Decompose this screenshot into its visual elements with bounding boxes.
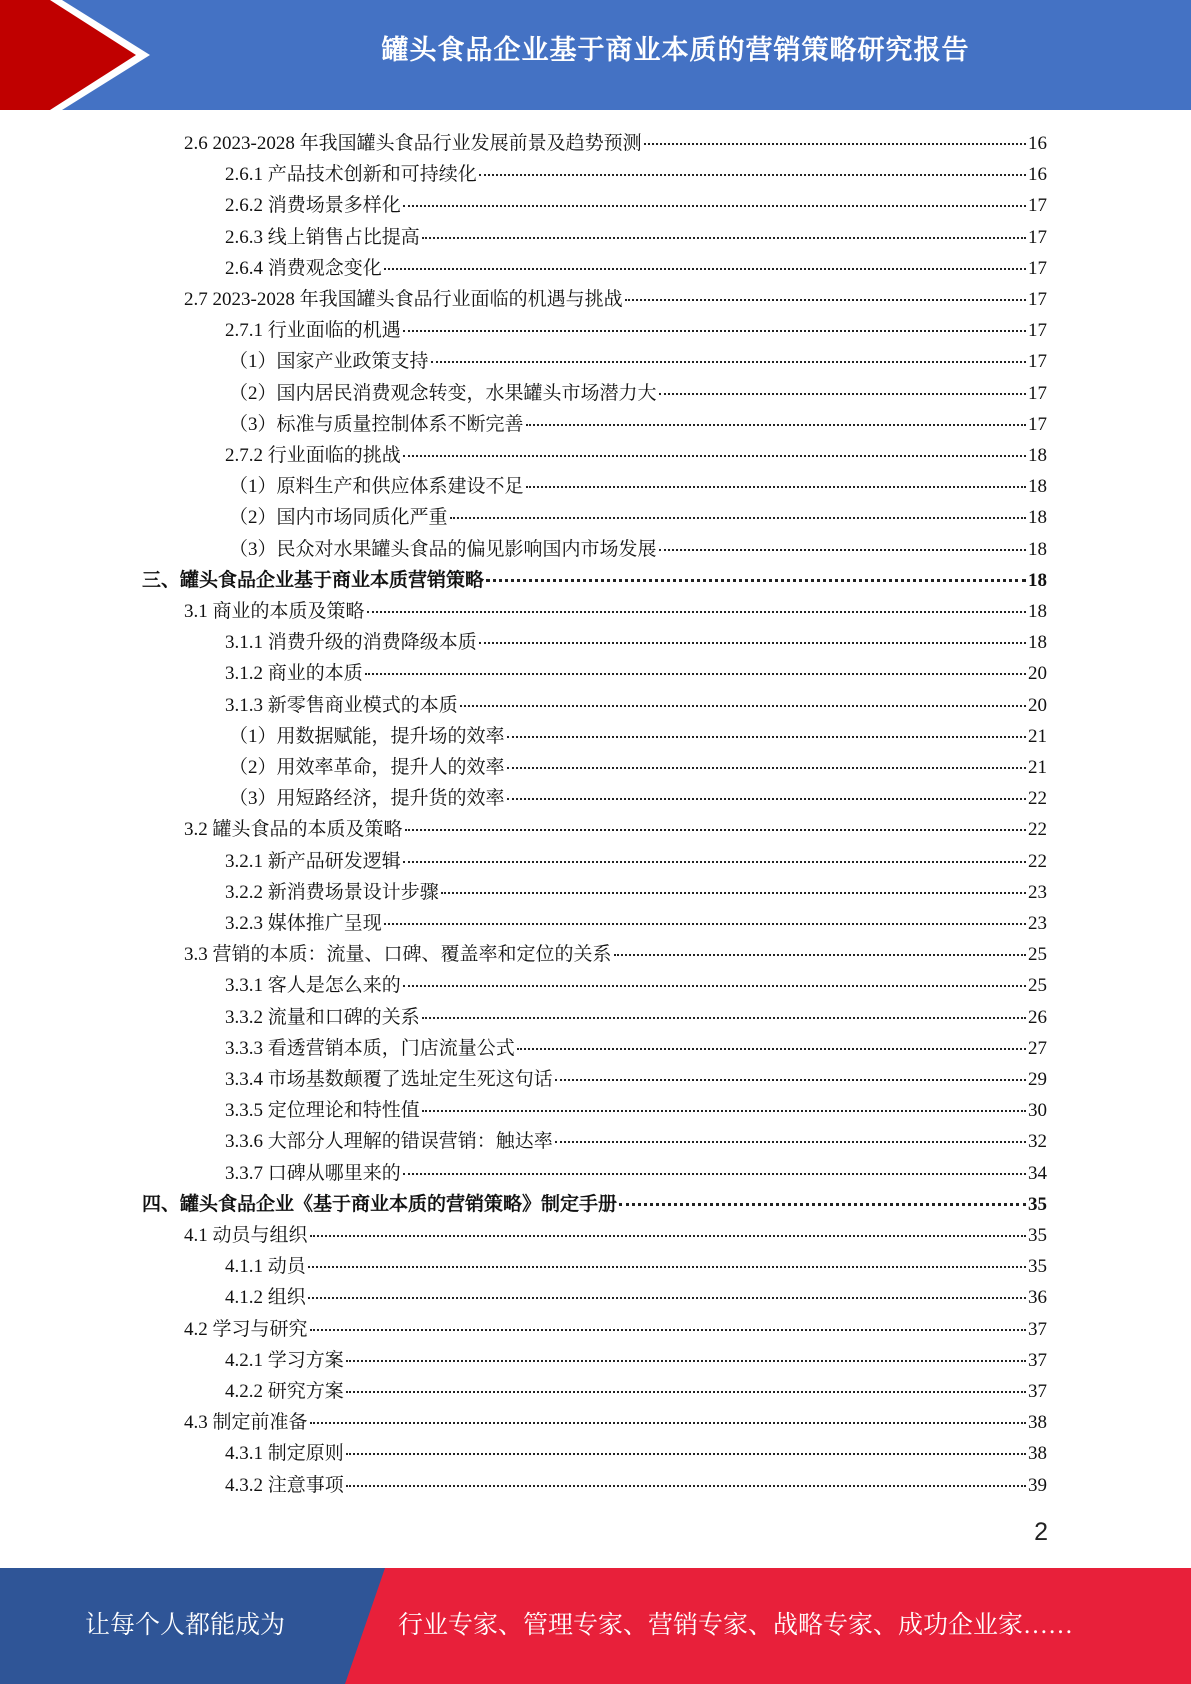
toc-dot-leader	[507, 798, 1026, 800]
toc-entry-page: 17	[1028, 351, 1047, 373]
toc-entry[interactable]	[225, 970, 1047, 1001]
toc-dot-leader	[365, 673, 1026, 675]
toc-dot-leader	[479, 642, 1026, 644]
toc-entry[interactable]	[229, 409, 1047, 440]
toc-dot-leader	[625, 299, 1026, 301]
toc-entry-page: 22	[1028, 850, 1047, 872]
chevron-decoration-icon	[0, 0, 160, 110]
toc-entry-page: 36	[1028, 1287, 1047, 1309]
toc-entry-page: 17	[1028, 226, 1047, 248]
toc-entry-page: 22	[1028, 819, 1047, 841]
toc-entry-page: 35	[1028, 1193, 1047, 1215]
toc-dot-leader	[431, 361, 1026, 363]
toc-entry-page: 18	[1028, 476, 1047, 498]
toc-entry[interactable]	[142, 565, 1047, 596]
toc-dot-leader	[659, 549, 1026, 551]
toc-dot-leader	[659, 393, 1026, 395]
toc-entry-title: 4.3.1 制定原则	[225, 1443, 344, 1465]
toc-dot-leader	[526, 424, 1026, 426]
toc-entry-title: 3.2 罐头食品的本质及策略	[184, 819, 403, 841]
toc-dot-leader	[507, 767, 1026, 769]
toc-dot-leader	[308, 1297, 1026, 1299]
toc-entry-page: 18	[1028, 601, 1047, 622]
toc-entry-title: 2.6.4 消费观念变化	[225, 257, 382, 279]
toc-entry-title: （2）用效率革命，提升人的效率	[229, 757, 505, 778]
toc-entry[interactable]	[225, 1282, 1047, 1313]
toc-entry-title: 3.3.7 口碑从哪里来的	[225, 1162, 401, 1184]
toc-entry[interactable]	[225, 1376, 1047, 1407]
toc-entry-title: 3.2.2 新消费场景设计步骤	[225, 881, 439, 903]
toc-entry[interactable]	[225, 440, 1047, 471]
toc-entry[interactable]	[225, 1002, 1047, 1033]
toc-entry[interactable]	[184, 814, 1047, 845]
toc-entry-title: 4.1.1 动员	[225, 1256, 306, 1278]
toc-entry[interactable]	[225, 877, 1047, 908]
toc-entry-page: 25	[1028, 944, 1047, 966]
toc-dot-leader	[460, 705, 1026, 707]
toc-dot-leader	[422, 1017, 1026, 1019]
toc-entry[interactable]	[184, 128, 1047, 159]
toc-dot-leader	[507, 736, 1026, 738]
toc-entry-title: 3.3.4 市场基数颠覆了选址定生死这句话	[225, 1069, 553, 1090]
toc-entry-title: （2）国内居民消费观念转变，水果罐头市场潜力大	[229, 382, 657, 404]
toc-entry-title: （3）用短路经济，提升货的效率	[229, 788, 505, 810]
report-title: 罐头食品企业基于商业本质的营销策略研究报告	[381, 35, 970, 65]
toc-dot-leader	[310, 1422, 1026, 1424]
toc-entry[interactable]	[229, 783, 1047, 814]
toc-entry-title: 4.3 制定前准备	[184, 1412, 308, 1434]
toc-entry[interactable]	[225, 253, 1047, 284]
toc-dot-leader	[555, 1141, 1026, 1143]
toc-entry-page: 25	[1028, 975, 1047, 997]
toc-dot-leader	[346, 1485, 1026, 1487]
toc-entry[interactable]	[225, 908, 1047, 939]
toc-entry[interactable]	[184, 1220, 1047, 1251]
toc-entry[interactable]	[184, 284, 1047, 315]
toc-entry-title: 3.1.3 新零售商业模式的本质	[225, 694, 458, 716]
toc-entry-title: 2.7 2023-2028 年我国罐头食品行业面临的机遇与挑战	[184, 289, 623, 310]
toc-entry[interactable]	[225, 1126, 1047, 1157]
toc-entry[interactable]	[229, 721, 1047, 752]
toc-entry-title: （1）原料生产和供应体系建设不足	[229, 476, 524, 498]
toc-entry-page: 16	[1028, 164, 1047, 186]
toc-entry-title: 2.7.1 行业面临的机遇	[225, 320, 401, 342]
toc-entry-page: 35	[1028, 1256, 1047, 1278]
toc-entry[interactable]	[184, 1407, 1047, 1438]
toc-entry-page: 30	[1028, 1100, 1047, 1122]
toc-entry-page: 37	[1028, 1349, 1047, 1371]
toc-entry-title: 4.1 动员与组织	[184, 1225, 308, 1246]
toc-entry-page: 20	[1028, 663, 1047, 685]
page-footer	[0, 1568, 1191, 1684]
toc-entry-page: 17	[1028, 382, 1047, 404]
toc-entry-page: 18	[1028, 569, 1047, 591]
toc-entry-title: 3.1.2 商业的本质	[225, 663, 363, 685]
toc-entry-title: 4.2.2 研究方案	[225, 1381, 344, 1402]
toc-entry[interactable]	[229, 534, 1047, 565]
toc-entry-page: 27	[1028, 1037, 1047, 1059]
toc-entry-page: 17	[1028, 413, 1047, 435]
toc-entry-title: 2.6.2 消费场景多样化	[225, 195, 401, 217]
toc-dot-leader	[403, 455, 1026, 457]
toc-dot-leader	[422, 237, 1026, 239]
toc-entry[interactable]	[225, 315, 1047, 346]
toc-entry-page: 17	[1028, 257, 1047, 279]
toc-entry[interactable]	[184, 939, 1047, 970]
toc-entry-title: 3.3 营销的本质：流量、口碑、覆盖率和定位的关系	[184, 944, 612, 966]
toc-dot-leader	[644, 143, 1026, 145]
toc-dot-leader	[346, 1391, 1026, 1393]
toc-dot-leader	[405, 829, 1026, 831]
toc-entry[interactable]	[225, 1438, 1047, 1469]
toc-entry-title: 3.1.1 消费升级的消费降级本质	[225, 632, 477, 654]
toc-entry-title: 4.3.2 注意事项	[225, 1474, 344, 1496]
toc-entry-title: 3.3.2 流量和口碑的关系	[225, 1006, 420, 1028]
toc-entry-page: 22	[1028, 788, 1047, 810]
toc-entry[interactable]	[225, 846, 1047, 877]
toc-entry[interactable]	[225, 658, 1047, 689]
toc-dot-leader	[310, 1329, 1026, 1331]
toc-entry-page: 18	[1028, 445, 1047, 466]
toc-entry-page: 26	[1028, 1006, 1047, 1028]
toc-entry-title: 2.7.2 行业面临的挑战	[225, 445, 401, 466]
toc-dot-leader	[422, 1110, 1026, 1112]
toc-entry-title: 2.6.3 线上销售占比提高	[225, 226, 420, 248]
toc-entry-page: 37	[1028, 1381, 1047, 1402]
toc-dot-leader	[346, 1453, 1026, 1455]
toc-dot-leader	[403, 205, 1026, 207]
toc-entry[interactable]	[229, 502, 1047, 533]
toc-entry-title: 2.6.1 产品技术创新和可持续化	[225, 164, 477, 186]
toc-entry[interactable]	[225, 1095, 1047, 1126]
toc-entry-title: 3.2.1 新产品研发逻辑	[225, 850, 401, 872]
toc-entry[interactable]	[142, 1189, 1047, 1220]
toc-dot-leader	[308, 1266, 1026, 1268]
toc-entry-title: 三、罐头食品企业基于商业本质营销策略	[142, 569, 485, 591]
toc-entry[interactable]	[225, 1345, 1047, 1376]
toc-entry[interactable]	[229, 471, 1047, 502]
toc-entry-page: 18	[1028, 507, 1047, 529]
toc-entry-title: 4.1.2 组织	[225, 1287, 306, 1309]
toc-entry-title: 3.3.6 大部分人理解的错误营销：触达率	[225, 1131, 553, 1153]
toc-entry[interactable]	[225, 222, 1047, 253]
toc-entry-title: 3.2.3 媒体推广呈现	[225, 913, 382, 934]
toc-entry-page: 32	[1028, 1131, 1047, 1153]
toc-entry[interactable]	[225, 1251, 1047, 1282]
toc-entry-page: 18	[1028, 538, 1047, 560]
toc-entry-title: 4.2 学习与研究	[184, 1318, 308, 1340]
toc-entry[interactable]	[225, 1064, 1047, 1095]
toc-dot-leader	[384, 268, 1026, 270]
toc-entry[interactable]	[225, 190, 1047, 221]
footer-slogan-left: 让每个人都能成为	[84, 1612, 285, 1639]
toc-entry-page: 17	[1028, 289, 1047, 310]
toc-entry-title: 2.6 2023-2028 年我国罐头食品行业发展前景及趋势预测	[184, 133, 642, 154]
toc-entry-title: （2）国内市场同质化严重	[229, 507, 448, 529]
toc-entry-title: 4.2.1 学习方案	[225, 1349, 344, 1371]
toc-entry[interactable]	[225, 159, 1047, 190]
toc-entry[interactable]	[225, 627, 1047, 658]
toc-entry[interactable]	[225, 1470, 1047, 1501]
toc-entry[interactable]	[225, 1158, 1047, 1189]
toc-entry-page: 17	[1028, 195, 1047, 217]
toc-dot-leader	[486, 579, 1026, 582]
toc-entry-page: 38	[1028, 1412, 1047, 1434]
toc-entry[interactable]	[229, 752, 1047, 783]
page-header	[0, 0, 1191, 110]
toc-dot-leader	[384, 923, 1026, 925]
toc-entry[interactable]	[184, 596, 1047, 627]
toc-dot-leader	[403, 1173, 1026, 1175]
toc-entry-page: 37	[1028, 1318, 1047, 1340]
toc-dot-leader	[614, 954, 1026, 956]
toc-entry-page: 21	[1028, 725, 1047, 747]
toc-entry-title: （1）国家产业政策支持	[229, 351, 429, 373]
toc-dot-leader	[517, 1048, 1026, 1050]
toc-entry-page: 38	[1028, 1443, 1047, 1465]
toc-entry-page: 29	[1028, 1069, 1047, 1090]
toc-entry-page: 23	[1028, 913, 1047, 934]
toc-entry-title: （3）民众对水果罐头食品的偏见影响国内市场发展	[229, 538, 657, 560]
toc-entry[interactable]	[184, 1314, 1047, 1345]
toc-entry-title: （1）用数据赋能，提升场的效率	[229, 725, 505, 747]
toc-dot-leader	[403, 861, 1026, 863]
toc-dot-leader	[619, 1203, 1026, 1206]
toc-entry-title: 3.3.5 定位理论和特性值	[225, 1100, 420, 1122]
toc-entry-page: 16	[1028, 133, 1047, 154]
toc-dot-leader	[441, 892, 1026, 894]
toc-entry[interactable]	[229, 346, 1047, 377]
toc-dot-leader	[367, 611, 1026, 613]
toc-entry-title: 3.1 商业的本质及策略	[184, 601, 365, 622]
toc-dot-leader	[403, 985, 1026, 987]
page-number: 2	[1034, 1518, 1048, 1546]
toc-entry[interactable]	[225, 1033, 1047, 1064]
toc-entry-title: 四、罐头食品企业《基于商业本质的营销策略》制定手册	[142, 1193, 618, 1215]
toc-entry-page: 23	[1028, 881, 1047, 903]
toc-dot-leader	[310, 1235, 1026, 1237]
toc-dot-leader	[403, 330, 1026, 332]
toc-dot-leader	[346, 1360, 1026, 1362]
toc-entry-page: 20	[1028, 694, 1047, 716]
toc-entry-page: 21	[1028, 757, 1047, 778]
toc-entry-page: 17	[1028, 320, 1047, 342]
toc-entry-title: 3.3.1 客人是怎么来的	[225, 975, 401, 997]
toc-entry[interactable]	[225, 690, 1047, 721]
toc-dot-leader	[555, 1079, 1026, 1081]
toc-entry-page: 39	[1028, 1474, 1047, 1496]
toc-dot-leader	[479, 174, 1026, 176]
toc-dot-leader	[450, 517, 1026, 519]
toc-entry-title: 3.3.3 看透营销本质，门店流量公式	[225, 1037, 515, 1059]
toc-entry-page: 18	[1028, 632, 1047, 654]
toc-entry[interactable]	[229, 378, 1047, 409]
toc-entry-title: （3）标准与质量控制体系不断完善	[229, 413, 524, 435]
toc-dot-leader	[526, 486, 1026, 488]
toc-entry-page: 34	[1028, 1162, 1047, 1184]
toc-entry-page: 35	[1028, 1225, 1047, 1246]
footer-slogan-right: 行业专家、管理专家、营销专家、战略专家、成功企业家……	[398, 1612, 1074, 1639]
